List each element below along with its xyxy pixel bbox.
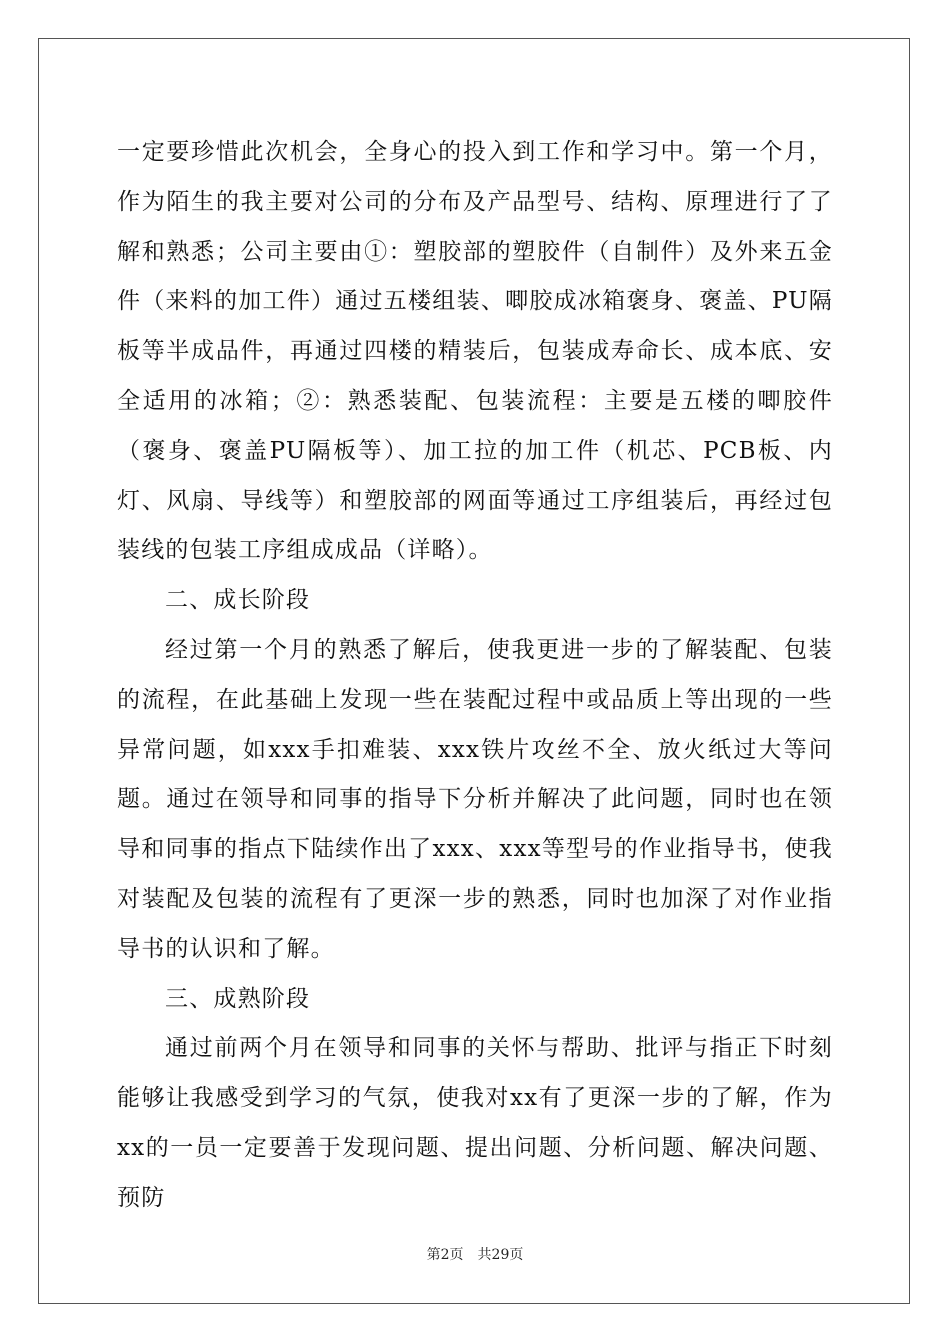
section-heading-mature: 三、成熟阶段 (165, 985, 311, 1012)
page-number: 第2页 (426, 1247, 464, 1263)
section-heading-growth: 二、成长阶段 (165, 587, 311, 614)
paragraph-growth: 经过第一个月的熟悉了解后，使我更进一步的了解装配、包装的流程，在此基础上发现一些在装配过程中或品质上等出现的一些异常问题，如xxx手扣难装、xxx铁片攻丝不全、放火纸过大等问题。通过在领导和同事的指导下分析并解决了此问题，同时也在领导和同事的指点下陆续作出了xxx、xxx等型号的作业指导书，使我对装配及包装的流程有了更深一步的熟悉，同时也加深了对作业指导书的认识和了解。 (117, 636, 833, 962)
paragraph-mature: 通过前两个月在领导和同事的关怀与帮助、批评与指正下时刻能够让我感受到学习的气氛，使我对xx有了更深一步的了解，作为xx的一员一定要善于发现问题、提出问题、分析问题、解决问题、预防 (117, 1035, 833, 1211)
document-body (117, 128, 833, 1224)
page-total: 共29页 (477, 1247, 524, 1263)
paragraph-continuation: 一定要珍惜此次机会，全身心的投入到工作和学习中。第一个月，作为陌生的我主要对公司的分布及产品型号、结构、原理进行了了解和熟悉；公司主要由①：塑胶部的塑胶件（自制件）及外来五金件（来料的加工件）通过五楼组装、唧胶成冰箱褒身、褒盖、PU隔板等半成品件，再通过四楼的精装后，包装成寿命长、成本底、安全适用的冰箱；②：熟悉装配、包装流程：主要是五楼的唧胶件（褒身、褒盖PU隔板等）、加工拉的加工件（机芯、PCB板、内灯、风扇、导线等）和塑胶部的网面等通过工序组装后，再经过包装线的包装工序组成成品（详略）。 (117, 139, 833, 564)
page-footer (0, 1244, 950, 1264)
